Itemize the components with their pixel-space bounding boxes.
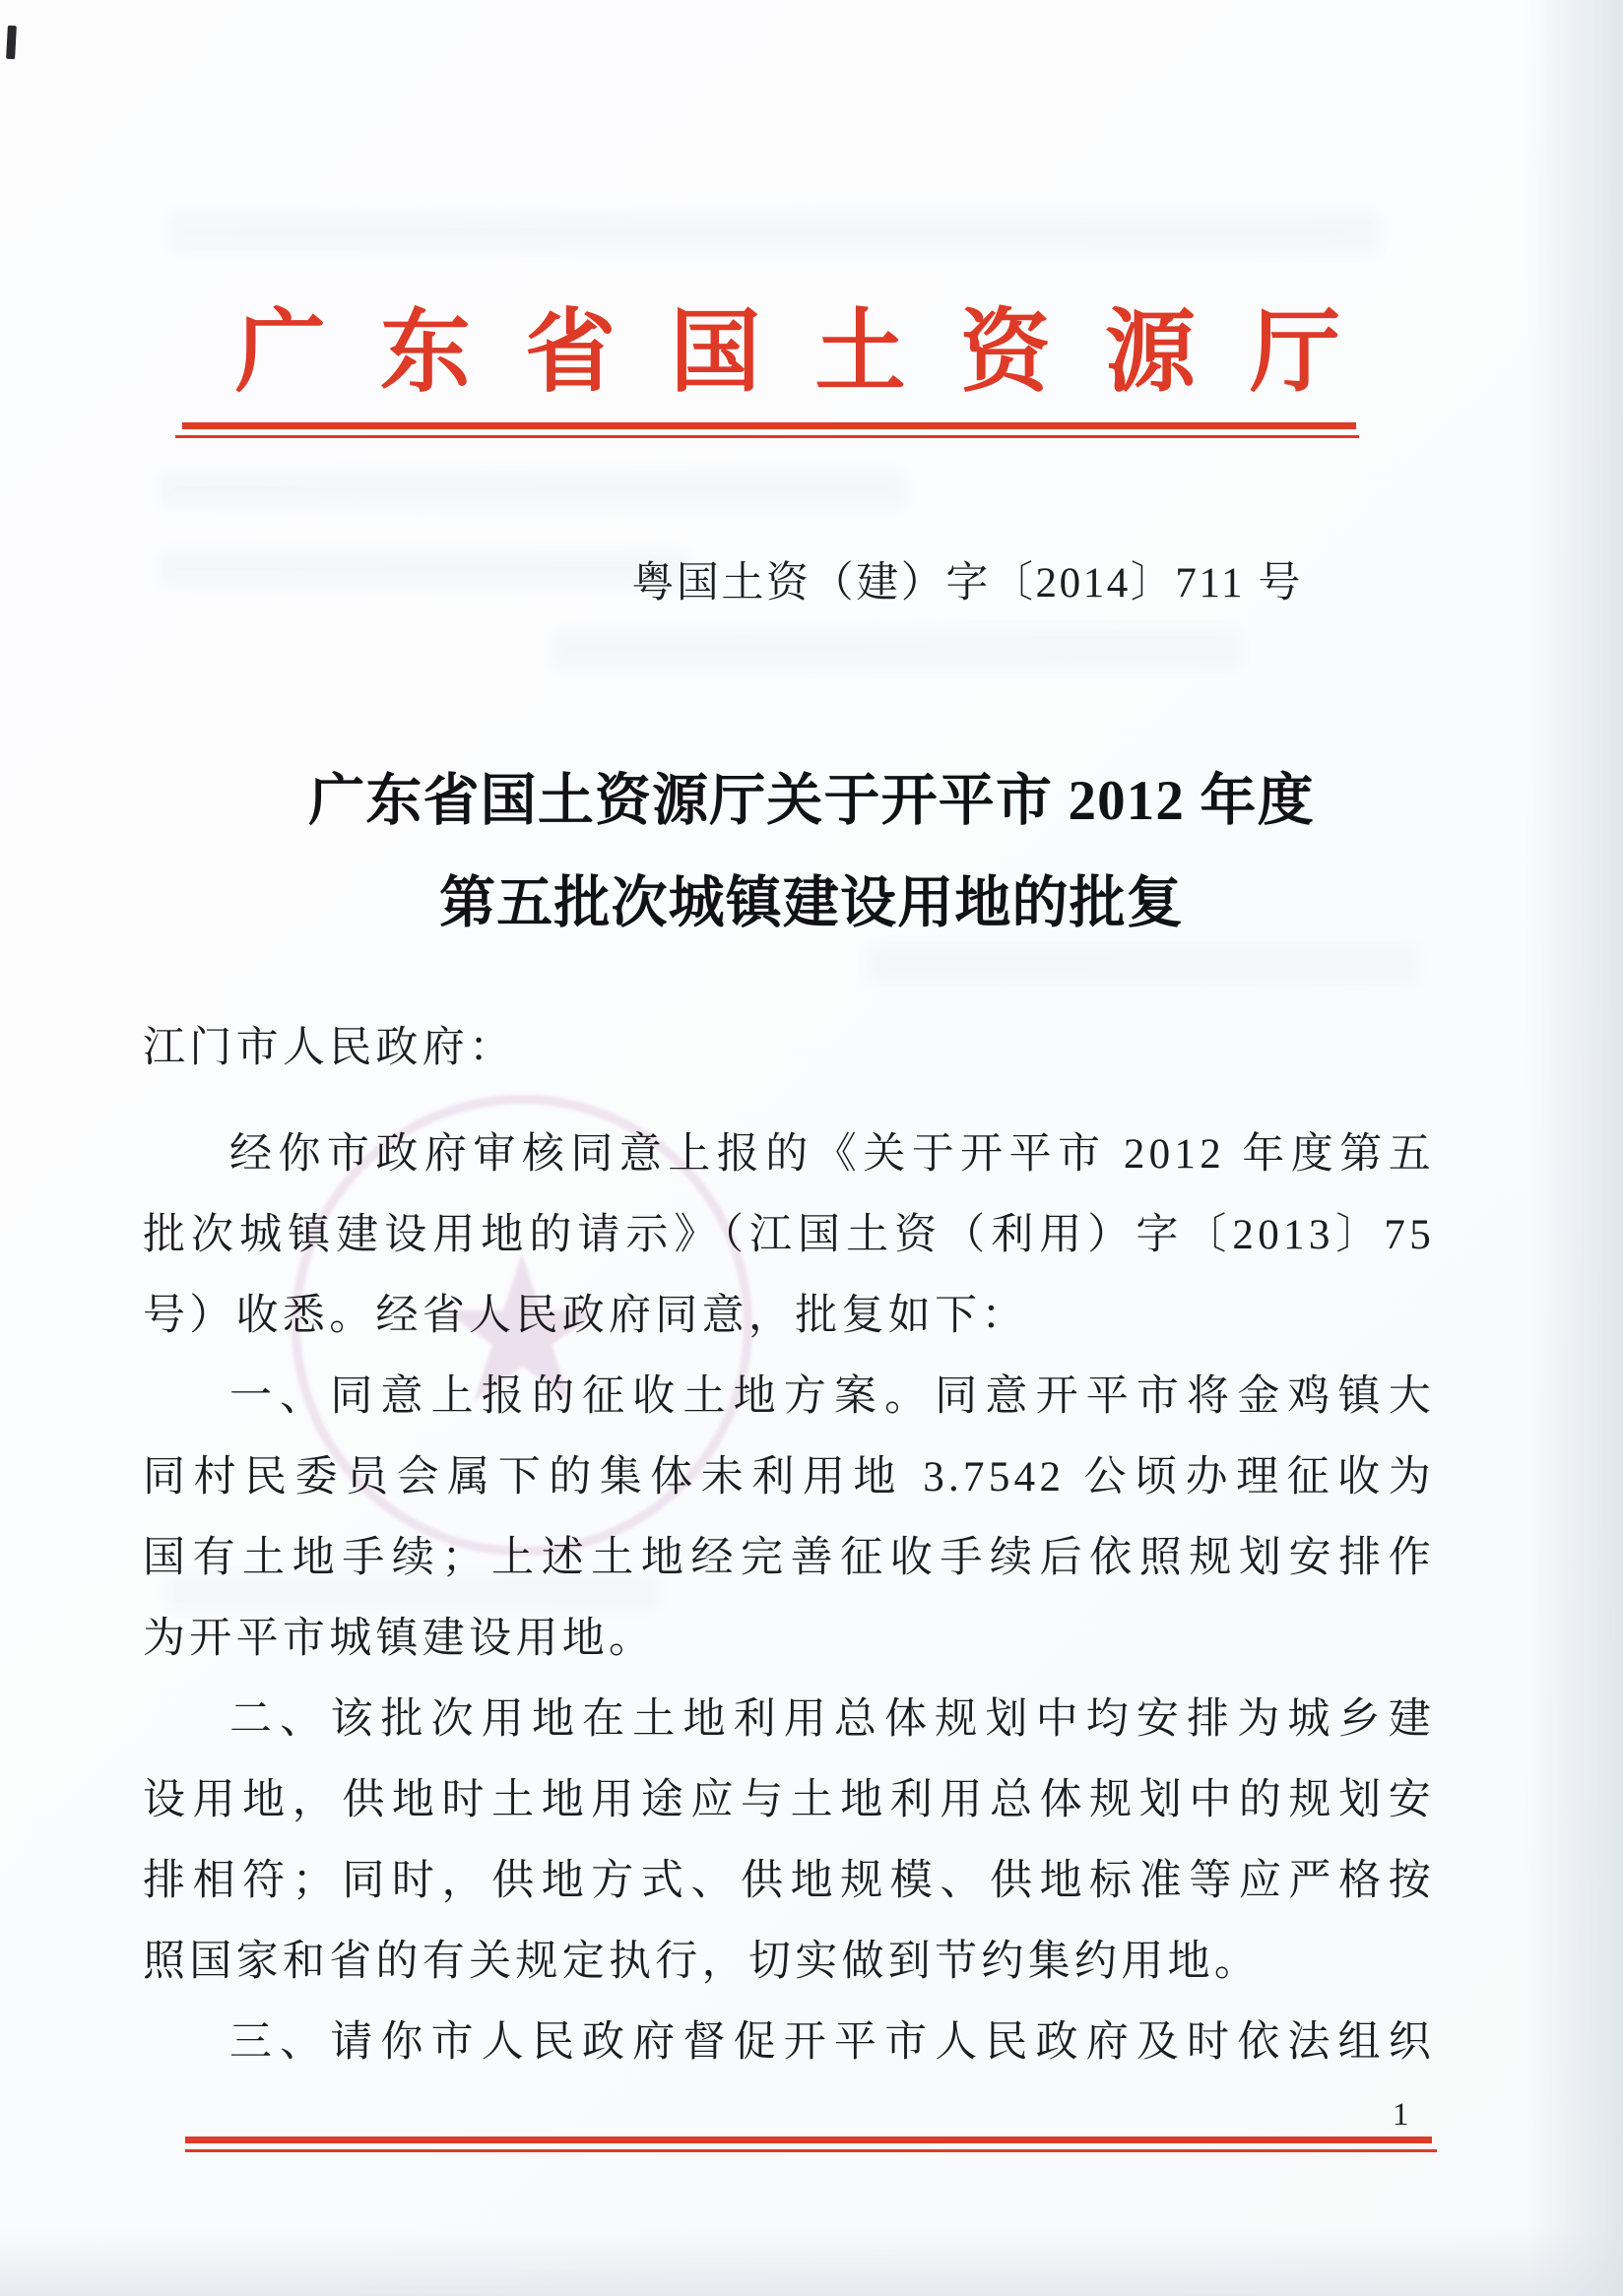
paragraph-2-line-3: 国有土地手续；上述土地经完善征收手续后依照规划安排作 (143, 1535, 1435, 1581)
document-title (98, 750, 1525, 955)
letterhead-agency-text: 广东省国土资源厅 (234, 302, 1396, 403)
paragraph-2-line-1: 一、同意上报的征收土地方案。同意开平市将金鸡镇大 (229, 1373, 1435, 1420)
paragraph-1-line-1: 经你市政府审核同意上报的《关于开平市 2012 年度第五 (229, 1131, 1435, 1178)
paragraph-3-line-3: 排相符；同时，供地方式、供地规模、供地标准等应严格按 (143, 1858, 1435, 1904)
letterhead-rule-thick (182, 422, 1356, 429)
letterhead-agency-name (143, 301, 1433, 406)
bleedthrough-smudge (167, 212, 1379, 253)
page-number: 1 (1393, 2097, 1409, 2133)
paragraph-3-line-1: 二、该批次用地在土地利用总体规划中均安排为城乡建 (229, 1696, 1435, 1743)
footer-rule-thin (185, 2149, 1437, 2152)
document-reference-number: 粤国土资（建）字〔2014〕711 号 (631, 560, 1303, 606)
scan-artifact (6, 26, 17, 59)
document-title-line1: 广东省国土资源厅关于开平市 2012 年度 (308, 770, 1315, 832)
document-title-line2: 第五批次城镇建设用地的批复 (439, 872, 1184, 934)
bleedthrough-smudge (552, 630, 1241, 670)
addressee-line: 江门市人民政府： (143, 1025, 516, 1071)
letterhead-rule-thin (175, 435, 1359, 438)
paragraph-2-line-4: 为开平市城镇建设用地。 (143, 1616, 656, 1662)
paragraph-3-line-4: 照国家和省的有关规定执行，切实做到节约集约用地。 (143, 1939, 1262, 1985)
paragraph-1-line-2: 批次城镇建设用地的请示》（江国土资（利用）字〔2013〕75 (143, 1212, 1435, 1258)
seal-star-icon: ★ (431, 1213, 613, 1448)
footer-rule-thick (185, 2137, 1432, 2143)
paragraph-4-line-1: 三、请你市人民政府督促开平市人民政府及时依法组织 (229, 2019, 1435, 2066)
document-body (143, 1008, 1435, 2083)
paragraph-2-line-2: 同村民委员会属下的集体未利用地 3.7542 公顷办理征收为 (143, 1454, 1435, 1500)
paragraph-1-line-3: 号）收悉。经省人民政府同意，批复如下： (143, 1293, 1028, 1339)
paragraph-3-line-2: 设用地，供地时土地用途应与土地利用总体规划中的规划安 (143, 1777, 1435, 1823)
bleedthrough-smudge (158, 471, 906, 508)
